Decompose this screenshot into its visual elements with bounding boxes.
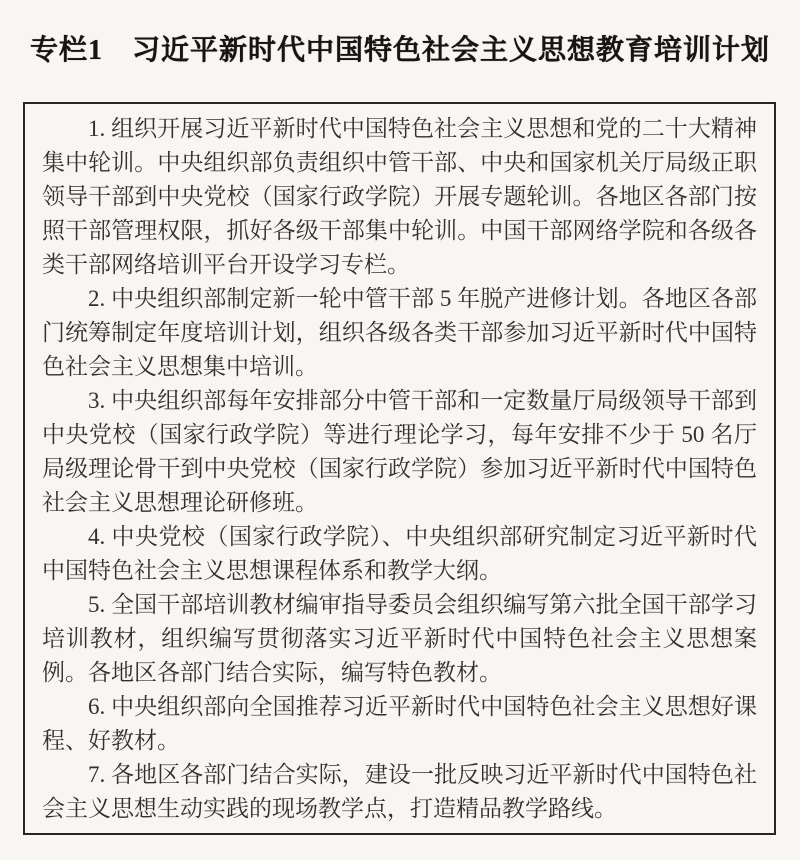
plan-box <box>23 102 776 835</box>
plan-item-1: 1. 组织开展习近平新时代中国特色社会主义思想和党的二十大精神集中轮训。中央组织部负责组织中管干部、中央和国家机关厅局级正职领导干部到中央党校（国家行政学院）开展专题轮训。各地区各部门按照干部管理权限，抓好各级干部集中轮训。中国干部网络学院和各级各类干部网络培训平台开设学习专栏。 <box>42 116 757 277</box>
document-title: 专栏1 习近平新时代中国特色社会主义思想教育培训计划 <box>29 35 770 66</box>
plan-item-5: 5. 全国干部培训教材编审指导委员会组织编写第六批全国干部学习培训教材，组织编写贯彻落实习近平新时代中国特色社会主义思想案例。各地区各部门结合实际，编写特色教材。 <box>42 592 757 685</box>
plan-item-4: 4. 中央党校（国家行政学院）、中央组织部研究制定习近平新时代中国特色社会主义思想课程体系和教学大纲。 <box>42 524 757 583</box>
plan-item-3: 3. 中央组织部每年安排部分中管干部和一定数量厅局级领导干部到中央党校（国家行政学院）等进行理论学习，每年安排不少于 50 名厅局级理论骨干到中央党校（国家行政学院）参加习近平新时代中国特色社会主义思想理论研修班。 <box>42 388 757 515</box>
plan-item-7: 7. 各地区各部门结合实际，建设一批反映习近平新时代中国特色社会主义思想生动实践的现场教学点，打造精品教学路线。 <box>42 762 757 821</box>
plan-item-6: 6. 中央组织部向全国推荐习近平新时代中国特色社会主义思想好课程、好教材。 <box>42 694 757 753</box>
plan-item-2: 2. 中央组织部制定新一轮中管干部 5 年脱产进修计划。各地区各部门统筹制定年度培训计划，组织各级各类干部参加习近平新时代中国特色社会主义思想集中培训。 <box>42 286 757 379</box>
